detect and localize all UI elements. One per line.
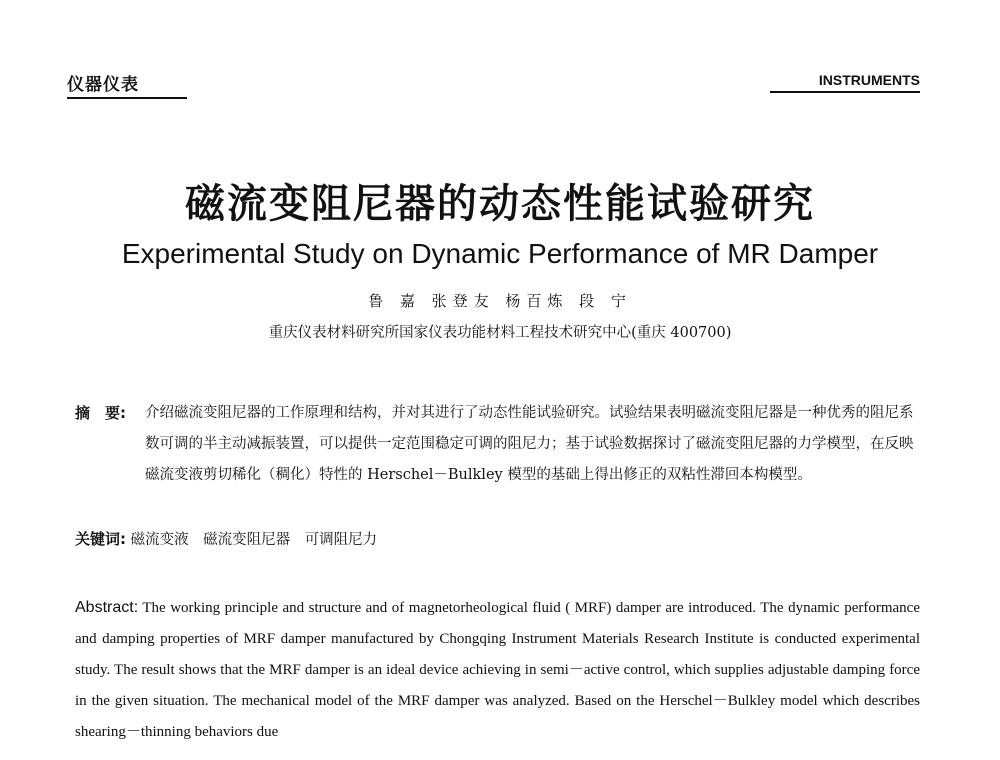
affiliation: 重庆仪表材料研究所国家仪表功能材料工程技术研究中心(重庆 400700)	[268, 325, 732, 341]
paper-title-cn: 磁流变阻尼器的动态性能试验研究	[185, 181, 815, 227]
keywords	[75, 528, 925, 549]
abstract-cn-text: 介绍磁流变阻尼器的工作原理和结构，并对其进行了动态性能试验研究。试验结果表明磁流变阻尼器是一种优秀的阻尼系数可调的半主动减振装置，可以提供一定范围稳定可调的阻尼力；基于试验数据探讨了磁流变阻尼器的力学模型，在反映磁流变液剪切稀化（稠化）特性的 Herschel－Bulkley 模型的基础上得出修正的双粘性滞回本构模型。	[145, 405, 914, 483]
keywords-label: 关键词:	[75, 530, 126, 548]
journal-name-cn: 仪器仪表	[67, 70, 187, 99]
abstract-en	[75, 592, 920, 748]
abstract-en-label: Abstract:	[75, 599, 139, 616]
keywords-text: 磁流变液 磁流变阻尼器 可调阻尼力	[130, 532, 378, 548]
abstract-cn-label: 摘 要:	[75, 404, 126, 422]
abstract-en-text: The working principle and structure and of magnetorheological fluid ( MRF) damper are introduced. The dynamic performance and damping properties of MRF damper manufactured by Chongqing Instrument Materials Research Institute is conducted experimental study. The result shows that the MRF damper is an ideal device achieving in semi－active control, which supplies adjustable damping force in the given situation. The mechanical model of the MRF damper was analyzed. Based on the Herschel－Bulkley model which describes shearing－thinning behaviors due	[75, 600, 920, 740]
paper-title-en: Experimental Study on Dynamic Performance of MR Damper	[121, 238, 879, 269]
abstract-cn	[75, 398, 925, 491]
journal-name-en: INSTRUMENTS	[770, 72, 920, 93]
authors: 鲁 嘉 张登友 杨百炼 段 宁	[368, 292, 632, 310]
